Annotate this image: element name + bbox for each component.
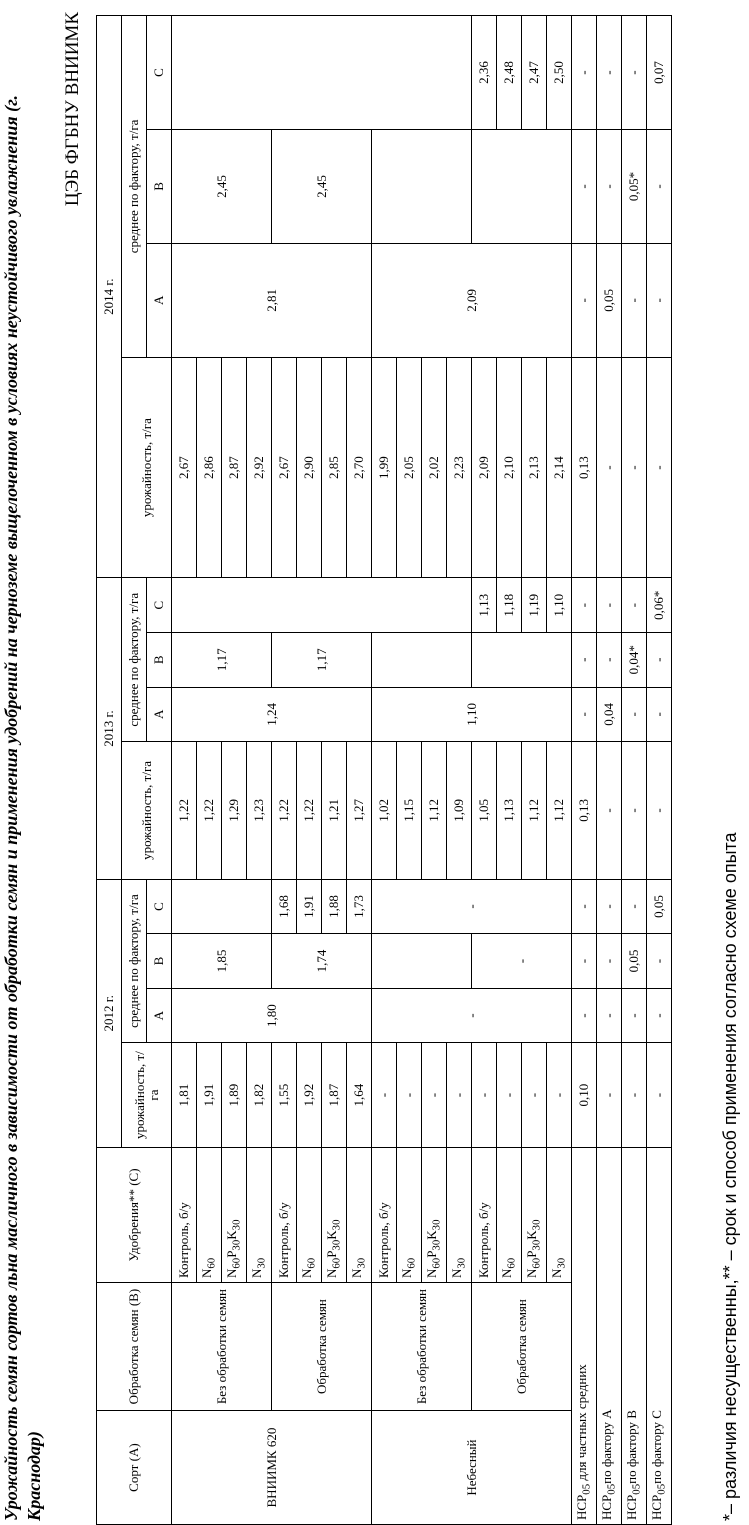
mean-b-2014 — [372, 130, 472, 244]
yield-2012: 1,82 — [247, 1043, 272, 1147]
header-seed-treatment: Обработка семян (В) — [97, 1283, 172, 1411]
yield-2014: 2,67 — [272, 357, 297, 578]
yield-2013: 1,05 — [472, 742, 497, 880]
lsd-value: 0,13 — [572, 742, 597, 880]
lsd-value: - — [622, 1043, 647, 1147]
lsd-value: - — [597, 988, 622, 1043]
header-fertilizers: Удобрения** (С) — [97, 1147, 172, 1282]
lsd-label: $НСР_{05}по$ фактору С — [647, 1147, 672, 1524]
lsd-label: $НСР_{05}по$ фактору В — [622, 1147, 647, 1524]
lsd-value: - — [572, 687, 597, 742]
sort-name: ВНИИМК 620 — [172, 1411, 372, 1525]
yield-2014: 2,13 — [522, 357, 547, 578]
yield-2013: 1,22 — [172, 742, 197, 880]
lsd-value: - — [597, 632, 622, 687]
lsd-value: 0,13 — [572, 357, 597, 578]
mean-a-2012: 1,80 — [172, 988, 372, 1043]
lsd-value: - — [572, 632, 597, 687]
yield-2012: 1,55 — [272, 1043, 297, 1147]
lsd-label: $НСР_{05}$ для частных средних — [572, 1147, 597, 1524]
header-mean: среднее по фактору, т/га — [122, 578, 147, 742]
mean-b-2014: 2,45 — [172, 130, 272, 244]
lsd-value: - — [597, 130, 622, 244]
lsd-label: $НСР_{05}по$ фактору А — [597, 1147, 622, 1524]
seed-treatment: Без обработки семян — [172, 1283, 272, 1411]
lsd-value: - — [647, 243, 672, 357]
yield-2013: 1,21 — [322, 742, 347, 880]
yield-2013: 1,12 — [422, 742, 447, 880]
lsd-value: - — [572, 934, 597, 989]
mean-c-2013: 1,18 — [497, 578, 522, 633]
yield-2012: - — [522, 1043, 547, 1147]
yield-2012: - — [422, 1043, 447, 1147]
mean-b-2012: 1,85 — [172, 934, 272, 989]
fertilizer-label: Контроль, б/у — [272, 1147, 297, 1282]
lsd-value: - — [572, 879, 597, 934]
yield-2012: 1,87 — [322, 1043, 347, 1147]
header-sort: Сорт (А) — [97, 1411, 172, 1525]
yield-2012: 1,91 — [197, 1043, 222, 1147]
factor-a: А — [147, 687, 172, 742]
yield-2014: 2,02 — [422, 357, 447, 578]
mean-b-2012: - — [472, 934, 572, 989]
yield-2012: 1,81 — [172, 1043, 197, 1147]
lsd-value: - — [597, 879, 622, 934]
mean-c-2014: 2,47 — [522, 16, 547, 130]
yield-2012: - — [472, 1043, 497, 1147]
lsd-value: - — [597, 1043, 622, 1147]
mean-a-2013: 1,24 — [172, 687, 372, 742]
header-year-2014: 2014 г. — [97, 16, 122, 578]
fertilizer-label: Контроль, б/у — [472, 1147, 497, 1282]
seed-treatment: Обработка семян — [472, 1283, 572, 1411]
lsd-value: - — [647, 988, 672, 1043]
fertilizer-label: $N_{30}$ — [447, 1147, 472, 1282]
lsd-value: - — [647, 130, 672, 244]
lsd-value: - — [597, 578, 622, 633]
lsd-value: - — [597, 742, 622, 880]
fertilizer-label: Контроль, б/у — [172, 1147, 197, 1282]
mean-a-2014: 2,81 — [172, 243, 372, 357]
lsd-row — [597, 16, 622, 1525]
yield-2013: 1,27 — [347, 742, 372, 880]
lsd-value: - — [622, 357, 647, 578]
mean-b-2014: 2,45 — [272, 130, 372, 244]
yield-2014: 2,67 — [172, 357, 197, 578]
mean-a-2014: 2,09 — [372, 243, 572, 357]
mean-c-2012: 1,91 — [297, 879, 322, 934]
lsd-value: - — [572, 988, 597, 1043]
lsd-value: - — [597, 934, 622, 989]
yield-2013: 1,29 — [222, 742, 247, 880]
factor-b: В — [147, 632, 172, 687]
yield-2013: 1,23 — [247, 742, 272, 880]
lsd-value: - — [622, 243, 647, 357]
yield-2013: 1,12 — [522, 742, 547, 880]
lsd-value: - — [572, 243, 597, 357]
lsd-value: 0,05 — [647, 879, 672, 934]
fertilizer-label: $N_{60}P_{30}K_{30}$ — [422, 1147, 447, 1282]
lsd-value: 0,05 — [597, 243, 622, 357]
lsd-value: - — [647, 934, 672, 989]
fertilizer-label: $N_{60}$ — [297, 1147, 322, 1282]
fertilizer-label: $N_{60}$ — [497, 1147, 522, 1282]
yield-2013: 1,22 — [272, 742, 297, 880]
mean-c-2013: 1,10 — [547, 578, 572, 633]
mean-a-2013: 1,10 — [372, 687, 572, 742]
mean-c-2013: 1,13 — [472, 578, 497, 633]
yield-2013: 1,09 — [447, 742, 472, 880]
mean-b-2013 — [372, 632, 472, 687]
mean-c-2012: 1,68 — [272, 879, 297, 934]
mean-c-2013 — [172, 578, 472, 633]
lsd-value: - — [622, 16, 647, 130]
mean-c-2014: 2,48 — [497, 16, 522, 130]
yield-2014: 2,05 — [397, 357, 422, 578]
mean-b-2014 — [472, 130, 572, 244]
yield-2014: 2,90 — [297, 357, 322, 578]
yield-2013: 1,22 — [197, 742, 222, 880]
table-caption: Урожайность семян сортов льна масличного в зависимости от обработки семян и применения удобрений на черноземе выщелоченном в условиях неустойчивого увлажнения (г. Краснодар) — [1, 94, 44, 1521]
fertilizer-label: $N_{60}P_{30}K_{30}$ — [522, 1147, 547, 1282]
lsd-value: 0,05* — [622, 130, 647, 244]
yield-2012: - — [447, 1043, 472, 1147]
lsd-row — [647, 16, 672, 1525]
table-body — [172, 16, 672, 1525]
fertilizer-label: $N_{30}$ — [247, 1147, 272, 1282]
yield-2012: - — [547, 1043, 572, 1147]
fertilizer-label: $N_{30}$ — [547, 1147, 572, 1282]
factor-b: В — [147, 130, 172, 244]
yield-2013: 1,12 — [547, 742, 572, 880]
yield-2013: 1,22 — [297, 742, 322, 880]
yield-2014: 2,86 — [197, 357, 222, 578]
lsd-value: - — [572, 130, 597, 244]
lsd-value: - — [597, 16, 622, 130]
lsd-value: 0,04* — [622, 632, 647, 687]
fertilizer-label: $N_{60}P_{30}K_{30}$ — [222, 1147, 247, 1282]
lsd-value: - — [622, 879, 647, 934]
lsd-value: 0,06* — [647, 578, 672, 633]
mean-c-2014: 2,36 — [472, 16, 497, 130]
factor-a: А — [147, 988, 172, 1043]
yield-2012: - — [397, 1043, 422, 1147]
yield-2014: 2,92 — [247, 357, 272, 578]
yield-2014: 2,87 — [222, 357, 247, 578]
yield-2014: 2,09 — [472, 357, 497, 578]
header-yield: урожайность, т/га — [122, 1043, 172, 1147]
yield-2012: 1,89 — [222, 1043, 247, 1147]
table-row — [172, 16, 197, 1525]
header-mean: среднее по фактору, т/га — [122, 16, 147, 358]
lsd-value: - — [622, 742, 647, 880]
yield-2012: - — [497, 1043, 522, 1147]
factor-c: С — [147, 16, 172, 130]
table-row — [272, 16, 297, 1525]
mean-b-2013: 1,17 — [172, 632, 272, 687]
yield-2014: 1,99 — [372, 357, 397, 578]
table-row — [472, 16, 497, 1525]
yield-2012: - — [372, 1043, 397, 1147]
header-year-2012: 2012 г. — [97, 879, 122, 1147]
fertilizer-label: $N_{60}P_{30}K_{30}$ — [322, 1147, 347, 1282]
factor-a: А — [147, 243, 172, 357]
sort-name: Небесный — [372, 1411, 572, 1525]
yield-2014: 2,70 — [347, 357, 372, 578]
factor-c: С — [147, 578, 172, 633]
lsd-row — [622, 16, 647, 1525]
fertilizer-label: $N_{30}$ — [347, 1147, 372, 1282]
yield-2012: 1,92 — [297, 1043, 322, 1147]
mean-c-2013: 1,19 — [522, 578, 547, 633]
mean-b-2013 — [472, 632, 572, 687]
yield-2014: 2,10 — [497, 357, 522, 578]
mean-b-2012 — [372, 934, 472, 989]
yield-2013: 1,02 — [372, 742, 397, 880]
lsd-value: - — [647, 687, 672, 742]
lsd-value: - — [572, 578, 597, 633]
mean-c-2014: 2,50 — [547, 16, 572, 130]
lsd-value: 0,05 — [622, 934, 647, 989]
lsd-value: - — [622, 578, 647, 633]
seed-treatment: Обработка семян — [272, 1283, 372, 1411]
fertilizer-label: $N_{60}$ — [197, 1147, 222, 1282]
factor-b: В — [147, 934, 172, 989]
table-row — [372, 16, 397, 1525]
lsd-value: - — [647, 742, 672, 880]
factor-c: С — [147, 879, 172, 934]
lsd-value: - — [622, 687, 647, 742]
mean-b-2013: 1,17 — [272, 632, 372, 687]
yield-2013: 1,15 — [397, 742, 422, 880]
header-year-2013: 2013 г. — [97, 578, 122, 879]
mean-c-2012: 1,73 — [347, 879, 372, 934]
mean-c-2014 — [172, 16, 472, 130]
lsd-value: - — [647, 357, 672, 578]
footnote: *– различия несущественны,** – срок и способ применения согласно схеме опыта — [720, 832, 740, 1521]
fertilizer-label: Контроль, б/у — [372, 1147, 397, 1282]
yield-2014: 2,23 — [447, 357, 472, 578]
seed-treatment: Без обработки семян — [372, 1283, 472, 1411]
lsd-value: - — [622, 988, 647, 1043]
mean-c-2012 — [172, 879, 272, 934]
yield-2014: 2,85 — [322, 357, 347, 578]
mean-b-2012: 1,74 — [272, 934, 372, 989]
lsd-value: - — [647, 632, 672, 687]
yield-2013: 1,13 — [497, 742, 522, 880]
header-mean: среднее по фактору, т/га — [122, 879, 147, 1043]
fertilizer-label: $N_{60}$ — [397, 1147, 422, 1282]
header-yield: урожайность, т/га — [122, 357, 172, 578]
lsd-value: 0,07 — [647, 16, 672, 130]
yield-2014: 2,14 — [547, 357, 572, 578]
yield-2012: 1,64 — [347, 1043, 372, 1147]
organization-label: ЦЭБ ФГБНУ ВНИИМК — [62, 12, 83, 207]
lsd-value: 0,10 — [572, 1043, 597, 1147]
mean-c-2012: 1,88 — [322, 879, 347, 934]
yield-table — [96, 15, 672, 1525]
lsd-value: - — [572, 16, 597, 130]
mean-a-2012: - — [372, 988, 572, 1043]
lsd-value: - — [647, 1043, 672, 1147]
lsd-row — [572, 16, 597, 1525]
lsd-value: - — [597, 357, 622, 578]
header-yield: урожайность, т/га — [122, 742, 172, 880]
mean-c-2012: - — [372, 879, 572, 934]
lsd-value: 0,04 — [597, 687, 622, 742]
